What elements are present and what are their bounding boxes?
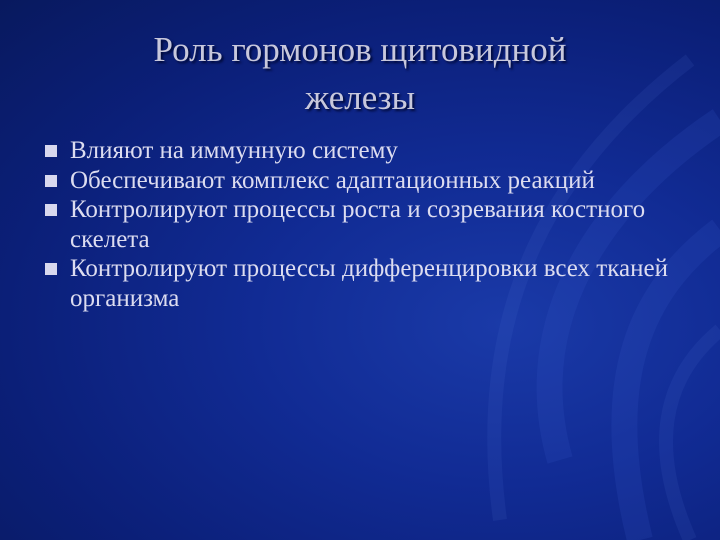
slide-title-line-1: Роль гормонов щитовидной [153,30,567,69]
bullet-text: Контролируют процессы роста и созревания костного скелета [70,196,646,253]
bullet-text: Обеспечивают комплекс адаптационных реакций [70,166,595,194]
bullet-text: Влияют на иммунную систему [70,137,398,164]
square-bullet-icon [45,263,57,275]
bullet-item [44,136,694,166]
square-bullet-icon [45,175,57,187]
square-bullet-icon [45,204,57,216]
bullet-text: Контролируют процессы дифференцировки всех тканей организма [70,255,668,312]
slide-title-line-2: железы [304,78,416,117]
square-bullet-icon [45,145,57,157]
bullet-item [44,166,694,196]
bullet-item [44,254,694,313]
slide-title [60,26,660,122]
bullet-list [44,136,694,313]
bullet-item [44,195,694,254]
